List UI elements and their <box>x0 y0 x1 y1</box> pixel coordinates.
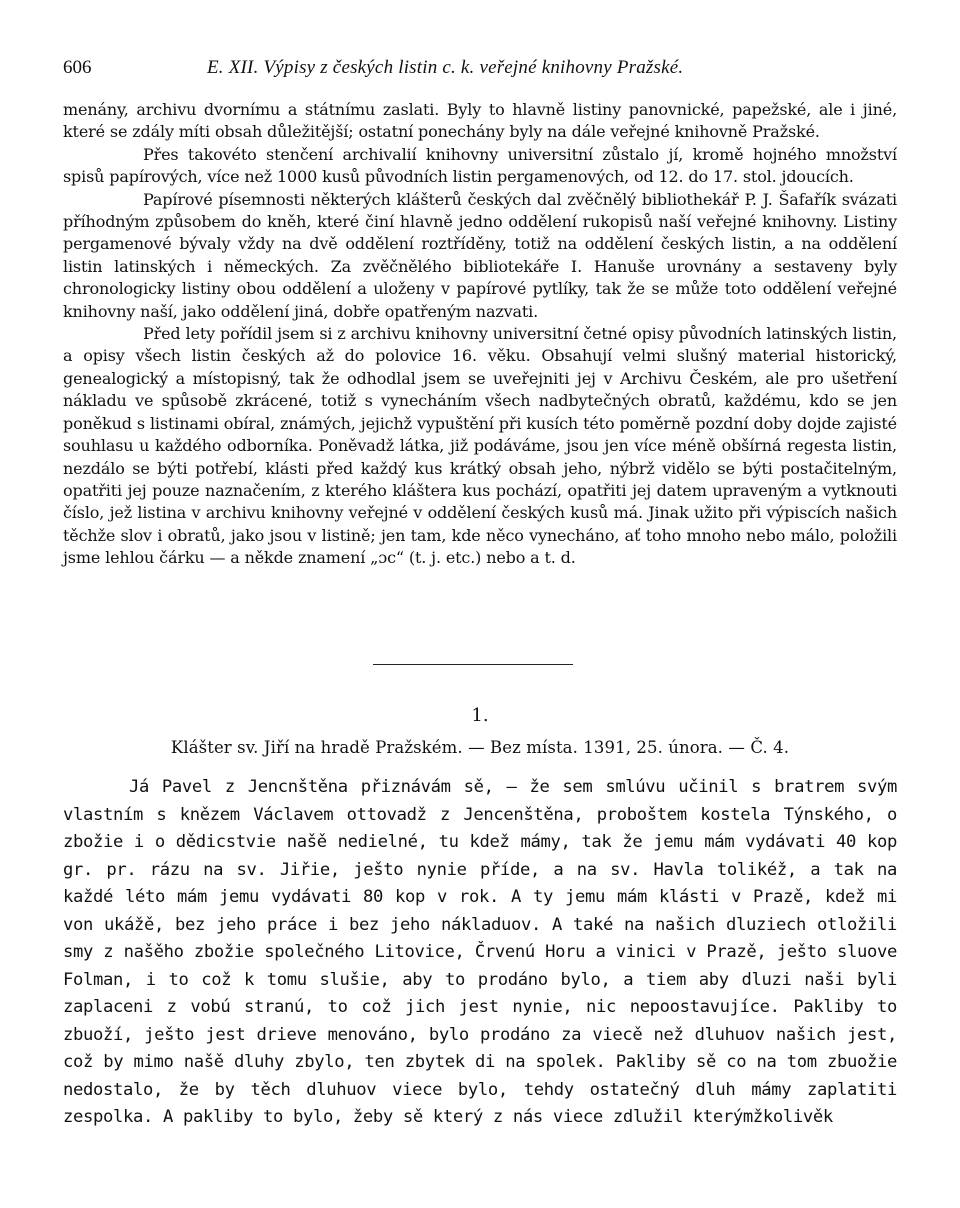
introduction-text <box>63 99 897 570</box>
intro-paragraph: Před lety pořídil jsem si z archivu knihovny universitní četné opisy původních latinských listin, a opisy všech listin českých až do polovice 16. věku. Obsahují velmi slušný material historický, genealogický a místopisný, tak že odhodlal jsem se uveřejniti jej v Archivu Českém, ale pro ušetření nákladu ve spůsobě zkrácené, totiž s vynecháním všech nadbytečných obratů, každému, kdo se jen poněkud s listinami obíral, známých, jejichž vypuštění při kusích této poměrně pozdní doby dojde zajisté souhlasu u každého odborníka. Poněvadž látka, již podáváme, jsou jen více méně obšírná regesta listin, nezdálo se býti potřebí, klásti před každý kus krátký obsah jeho, nýbrž vidělo se býti postačitelným, opatřiti jej pouze naznačením, z kterého kláštera kus pochází, opatřiti jej datem upraveným a vytknouti číslo, jež listina v archivu knihovny veřejné v oddělení českých kusů má. Jinak užito při výpiscích našich těchže slov i obratů, jako jsou v listině; jen tam, kde něco vynecháno, ať toho mnoho nebo málo, položili jsme lehlou čárku — a někde znamení „ɔc“ (t. j. etc.) nebo a t. d. <box>63 324 897 568</box>
document-heading: Klášter sv. Jiří na hradě Pražském. — Bez místa. 1391, 25. února. — Č. 4. <box>170 738 790 757</box>
document-number: 1. <box>471 705 489 726</box>
charter-text <box>63 774 897 1132</box>
charter-paragraph: Já Pavel z Jencnštěna přiznávám sě, — že sem smlúvu učinil s bratrem svým vlastním s knězem Václavem ottovadž z Jencenštěna, proboštem kostela Týnského, o zbožie i o dědicstvie našě nedielné, tu kdež mámy, tak že jemu mám vydávati 40 kop gr. pr. rázu na sv. Jiřie, ješto nynie příde, a na sv. Havla tolikéž, a tak na každé léto mám jemu vydávati 80 kop v rok. A ty jemu mám klásti v Prazě, kdež mi von ukážě, bez jeho práce i bez jeho nákladuov. A také na našich dluziech otložili smy z našěho zbožie společného Litovice, Črvenú Horu a vinici v Prazě, ješto sluove Folman, i to což k tomu slušie, aby to prodáno bylo, a tiem aby dluzi naši byli zaplaceni z vobú stranú, to což jich jest nynie, nic nepoostavujíce. Pakliby to zbuoží, ješto jest drieve menováno, bylo prodáno za viecě než dluhuov našich jest, což by mimo našě dluhy zbylo, ten zbytek di na spolek. Pakliby sě co na tom zbuožie nedostalo, že by těch dluhuov viece bylo, tehdy ostatečný dluh mámy zaplatiti zespolka. A pakliby to bylo, žeby sě který z nás viece zdlužil kterýmžkolivěk <box>63 777 897 1127</box>
section-divider <box>373 664 573 665</box>
page-number: 606 <box>63 57 92 78</box>
page-header <box>63 57 897 81</box>
running-title: E. XII. Výpisy z českých listin c. k. veřejné knihovny Pražské. <box>207 57 684 78</box>
intro-paragraph: menány, archivu dvornímu a státnímu zaslati. Byly to hlavně listiny panovnické, papežské, ale i jiné, které se zdály míti obsah důležitější; ostatní ponechány byly na dále veřejné knihovně Pražské. <box>63 100 897 142</box>
intro-paragraph: Papírové písemnosti některých klášterů českých dal zvěčnělý bibliothekář P. J. Šafařík svázati příhodným způsobem do kněh, které činí hlavně jedno oddělení rukopisů naší veřejné knihovny. Listiny pergamenové bývaly vždy na dvě oddělení roztříděny, totiž na oddělení českých listin, a na oddělení listin latinských i německých. Za zvěčnělého bibliotekáře I. Hanuše urovnány a sestaveny byly chronologicky listiny obou oddělení a uloženy v papírové pytlíky, tak že se může toto oddělení veřejné knihovny naší, jako oddělení jiná, dobře opatřeným nazvati. <box>63 189 897 321</box>
intro-paragraph: Přes takovéto stenčení archivalií knihovny universitní zůstalo jí, kromě hojného množství spisů papírových, více než 1000 kusů původních listin pergamenových, od 12. do 17. stol. jdoucích. <box>63 144 897 187</box>
